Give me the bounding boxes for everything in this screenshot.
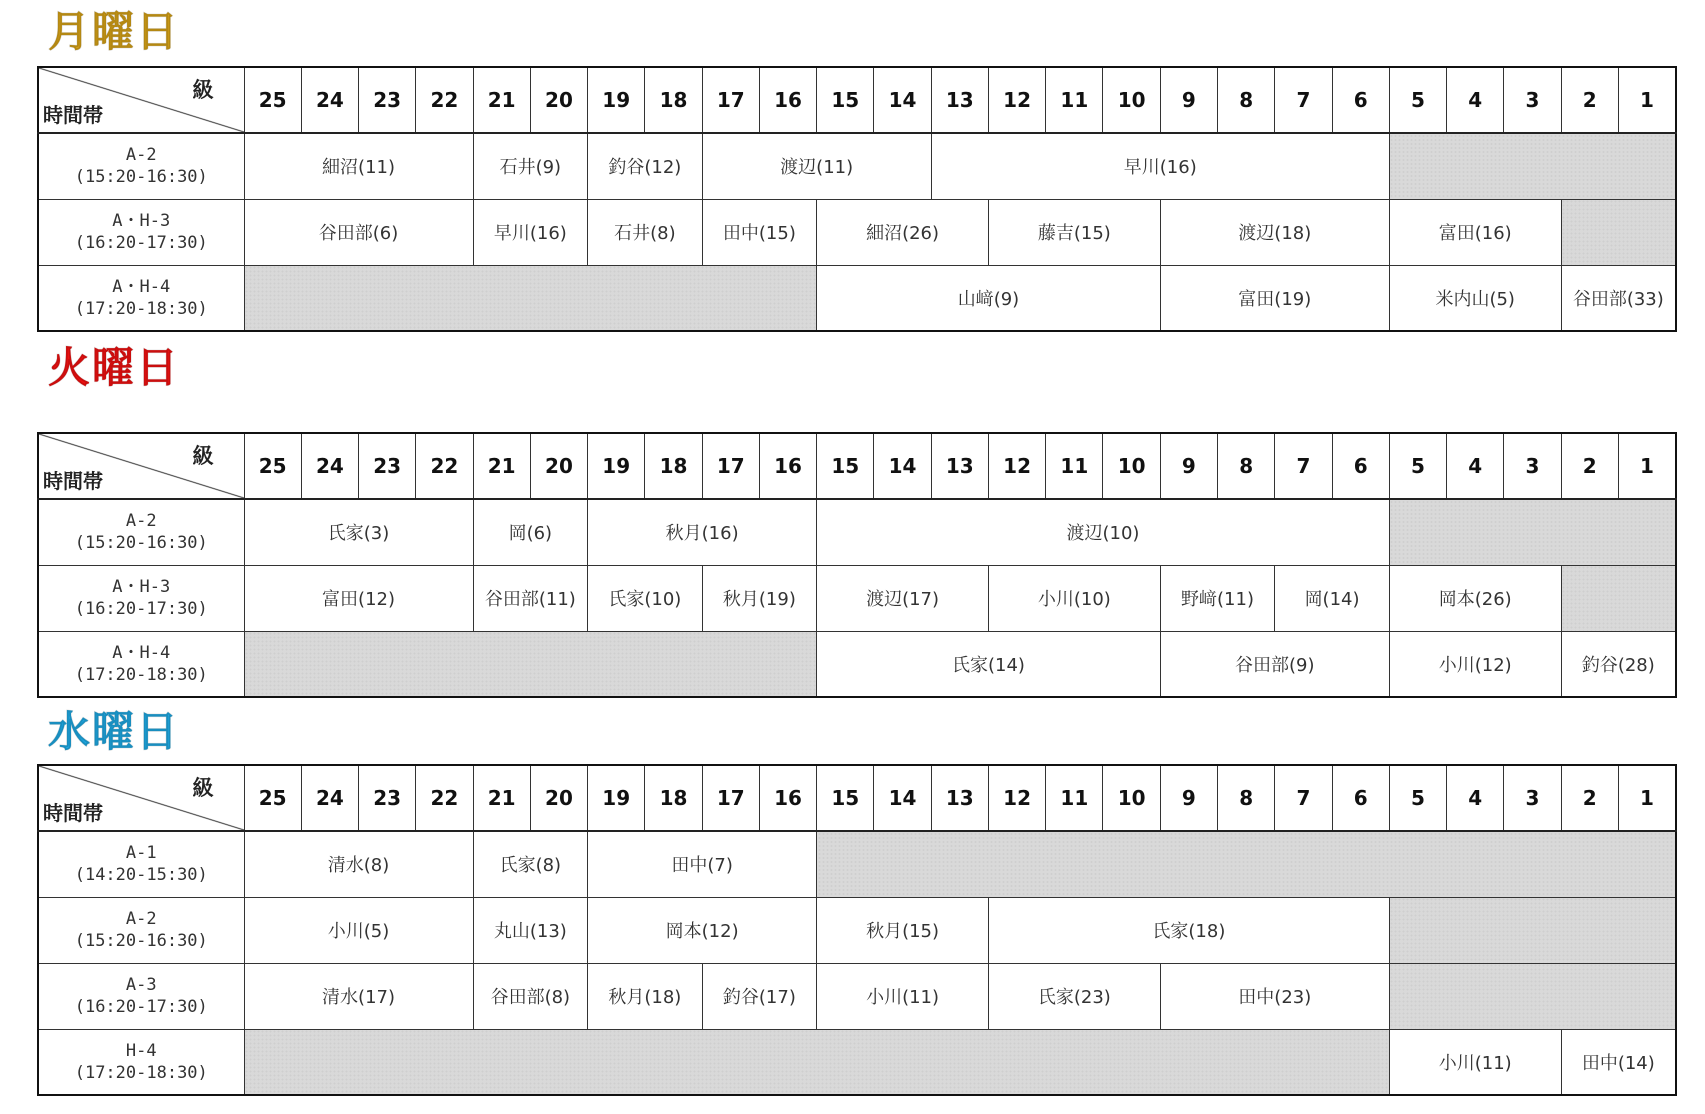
instructor-cell: 小川(10) bbox=[988, 565, 1160, 631]
header-row bbox=[38, 67, 1676, 133]
grade-column-header: 19 bbox=[588, 433, 645, 499]
instructor-cell: 谷田部(6) bbox=[244, 199, 473, 265]
table-row bbox=[38, 499, 1676, 565]
table-row bbox=[38, 831, 1676, 897]
instructor-cell: 丸山(13) bbox=[473, 897, 588, 963]
grade-header-label: 級 bbox=[192, 776, 214, 800]
instructor-cell: 細沼(11) bbox=[244, 133, 473, 199]
grade-column-header: 10 bbox=[1103, 67, 1160, 133]
empty-slot bbox=[1389, 133, 1676, 199]
timeslot-cell bbox=[38, 199, 244, 265]
time-range: (16:20-17:30) bbox=[74, 599, 208, 619]
grade-column-header: 18 bbox=[645, 765, 702, 831]
grade-column-header: 23 bbox=[359, 67, 416, 133]
day-title-tuesday: 火曜日 bbox=[48, 343, 181, 392]
grade-header-label: 級 bbox=[192, 444, 214, 468]
corner-header bbox=[38, 765, 244, 831]
instructor-cell: 渡辺(11) bbox=[702, 133, 931, 199]
day-title-wednesday: 水曜日 bbox=[48, 707, 181, 756]
timeslot-cell bbox=[38, 831, 244, 897]
grade-column-header: 24 bbox=[301, 765, 358, 831]
grade-column-header: 22 bbox=[416, 433, 473, 499]
instructor-cell: 田中(23) bbox=[1160, 963, 1389, 1029]
empty-slot bbox=[244, 1029, 1389, 1095]
time-range: (17:20-18:30) bbox=[74, 1062, 208, 1083]
instructor-cell: 岡本(12) bbox=[588, 897, 817, 963]
table-row bbox=[38, 265, 1676, 331]
instructor-cell: 谷田部(9) bbox=[1160, 631, 1389, 697]
grade-column-header: 20 bbox=[530, 765, 587, 831]
grade-column-header: 21 bbox=[473, 765, 530, 831]
grade-column-header: 15 bbox=[817, 765, 874, 831]
time-range: (16:20-17:30) bbox=[74, 233, 208, 253]
schedule-table-wednesday bbox=[37, 764, 1677, 1096]
grade-column-header: 10 bbox=[1103, 765, 1160, 831]
grade-column-header: 8 bbox=[1218, 765, 1275, 831]
grade-column-header: 2 bbox=[1561, 765, 1618, 831]
grade-column-header: 12 bbox=[988, 433, 1045, 499]
grade-column-header: 3 bbox=[1504, 433, 1561, 499]
grade-column-header: 3 bbox=[1504, 67, 1561, 133]
instructor-cell: 石井(9) bbox=[473, 133, 588, 199]
class-code: A・H-4 bbox=[112, 276, 171, 297]
grade-column-header: 11 bbox=[1046, 433, 1103, 499]
instructor-cell: 秋月(19) bbox=[702, 565, 817, 631]
instructor-cell: 氏家(14) bbox=[817, 631, 1161, 697]
class-code: A・H-3 bbox=[112, 577, 171, 597]
grade-column-header: 6 bbox=[1332, 67, 1389, 133]
table-row bbox=[38, 199, 1676, 265]
instructor-cell: 米内山(5) bbox=[1389, 265, 1561, 331]
instructor-cell: 岡(14) bbox=[1275, 565, 1390, 631]
instructor-cell: 石井(8) bbox=[588, 199, 703, 265]
instructor-cell: 渡辺(10) bbox=[817, 499, 1390, 565]
grade-column-header: 25 bbox=[244, 765, 301, 831]
timeslot-header-label: 時間帯 bbox=[43, 801, 103, 825]
time-range: (15:20-16:30) bbox=[74, 931, 208, 951]
class-code: A・H-4 bbox=[112, 642, 171, 663]
grade-column-header: 15 bbox=[817, 433, 874, 499]
grade-column-header: 24 bbox=[301, 67, 358, 133]
instructor-cell: 秋月(15) bbox=[817, 897, 989, 963]
grade-column-header: 16 bbox=[759, 433, 816, 499]
class-code: A-2 bbox=[125, 909, 157, 929]
schedule-table-monday bbox=[37, 66, 1677, 332]
instructor-cell: 谷田部(11) bbox=[473, 565, 588, 631]
instructor-cell: 藤吉(15) bbox=[988, 199, 1160, 265]
instructor-cell: 小川(11) bbox=[1389, 1029, 1561, 1095]
header-row bbox=[38, 433, 1676, 499]
grade-column-header: 5 bbox=[1389, 67, 1446, 133]
instructor-cell: 山﨑(9) bbox=[817, 265, 1161, 331]
grade-column-header: 2 bbox=[1561, 67, 1618, 133]
instructor-cell: 秋月(18) bbox=[588, 963, 703, 1029]
grade-column-header: 5 bbox=[1389, 765, 1446, 831]
instructor-cell: 氏家(18) bbox=[988, 897, 1389, 963]
timeslot-cell bbox=[38, 565, 244, 631]
grade-column-header: 20 bbox=[530, 67, 587, 133]
table-row bbox=[38, 963, 1676, 1029]
instructor-cell: 小川(12) bbox=[1389, 631, 1561, 697]
grade-header-label: 級 bbox=[192, 78, 214, 102]
instructor-cell: 小川(11) bbox=[817, 963, 989, 1029]
table-row bbox=[38, 631, 1676, 697]
class-code: A-2 bbox=[125, 511, 157, 532]
grade-column-header: 6 bbox=[1332, 433, 1389, 499]
instructor-cell: 氏家(10) bbox=[588, 565, 703, 631]
grade-column-header: 25 bbox=[244, 433, 301, 499]
grade-column-header: 24 bbox=[301, 433, 358, 499]
grade-column-header: 17 bbox=[702, 433, 759, 499]
instructor-cell: 小川(5) bbox=[244, 897, 473, 963]
grade-column-header: 4 bbox=[1447, 67, 1504, 133]
grade-column-header: 1 bbox=[1618, 433, 1676, 499]
time-range: (17:20-18:30) bbox=[74, 664, 208, 685]
class-code: H-4 bbox=[125, 1040, 157, 1061]
grade-column-header: 12 bbox=[988, 67, 1045, 133]
grade-column-header: 19 bbox=[588, 765, 645, 831]
table-row bbox=[38, 897, 1676, 963]
grade-column-header: 18 bbox=[645, 433, 702, 499]
instructor-cell: 田中(15) bbox=[702, 199, 817, 265]
grade-column-header: 16 bbox=[759, 765, 816, 831]
timeslot-cell bbox=[38, 265, 244, 331]
instructor-cell: 早川(16) bbox=[473, 199, 588, 265]
instructor-cell: 谷田部(8) bbox=[473, 963, 588, 1029]
table-row bbox=[38, 1029, 1676, 1095]
empty-slot bbox=[1389, 499, 1676, 565]
instructor-cell: 秋月(16) bbox=[588, 499, 817, 565]
grade-column-header: 23 bbox=[359, 765, 416, 831]
grade-column-header: 9 bbox=[1160, 67, 1217, 133]
grade-column-header: 17 bbox=[702, 765, 759, 831]
timeslot-cell bbox=[38, 133, 244, 199]
empty-slot bbox=[1561, 565, 1676, 631]
instructor-cell: 岡本(26) bbox=[1389, 565, 1561, 631]
grade-column-header: 18 bbox=[645, 67, 702, 133]
grade-column-header: 11 bbox=[1046, 765, 1103, 831]
table-row bbox=[38, 133, 1676, 199]
instructor-cell: 渡辺(17) bbox=[817, 565, 989, 631]
grade-column-header: 22 bbox=[416, 765, 473, 831]
instructor-cell: 岡(6) bbox=[473, 499, 588, 565]
grade-column-header: 21 bbox=[473, 433, 530, 499]
time-range: (16:20-17:30) bbox=[74, 997, 208, 1017]
grade-column-header: 5 bbox=[1389, 433, 1446, 499]
schedule-table-tuesday bbox=[37, 432, 1677, 698]
empty-slot bbox=[1389, 963, 1676, 1029]
grade-column-header: 14 bbox=[874, 433, 931, 499]
timeslot-cell bbox=[38, 897, 244, 963]
grade-column-header: 1 bbox=[1618, 765, 1676, 831]
grade-column-header: 15 bbox=[817, 67, 874, 133]
instructor-cell: 氏家(3) bbox=[244, 499, 473, 565]
grade-column-header: 16 bbox=[759, 67, 816, 133]
instructor-cell: 釣谷(28) bbox=[1561, 631, 1676, 697]
grade-column-header: 20 bbox=[530, 433, 587, 499]
header-row bbox=[38, 765, 1676, 831]
instructor-cell: 富田(12) bbox=[244, 565, 473, 631]
empty-slot bbox=[1389, 897, 1676, 963]
class-code: A・H-3 bbox=[112, 211, 171, 231]
instructor-cell: 田中(14) bbox=[1561, 1029, 1676, 1095]
instructor-cell: 氏家(23) bbox=[988, 963, 1160, 1029]
timeslot-header-label: 時間帯 bbox=[43, 469, 103, 493]
class-code: A-3 bbox=[125, 975, 157, 995]
instructor-cell: 釣谷(12) bbox=[588, 133, 703, 199]
grade-column-header: 12 bbox=[988, 765, 1045, 831]
corner-header bbox=[38, 67, 244, 133]
grade-column-header: 4 bbox=[1447, 765, 1504, 831]
grade-column-header: 2 bbox=[1561, 433, 1618, 499]
instructor-cell: 釣谷(17) bbox=[702, 963, 817, 1029]
timeslot-cell bbox=[38, 963, 244, 1029]
grade-column-header: 17 bbox=[702, 67, 759, 133]
grade-column-header: 14 bbox=[874, 67, 931, 133]
grade-column-header: 6 bbox=[1332, 765, 1389, 831]
time-range: (14:20-15:30) bbox=[74, 865, 208, 886]
day-title-monday: 月曜日 bbox=[48, 7, 181, 56]
grade-column-header: 7 bbox=[1275, 433, 1332, 499]
grade-column-header: 23 bbox=[359, 433, 416, 499]
instructor-cell: 清水(8) bbox=[244, 831, 473, 897]
timeslot-cell bbox=[38, 499, 244, 565]
grade-column-header: 7 bbox=[1275, 765, 1332, 831]
instructor-cell: 野﨑(11) bbox=[1160, 565, 1275, 631]
grade-column-header: 1 bbox=[1618, 67, 1676, 133]
grade-column-header: 3 bbox=[1504, 765, 1561, 831]
grade-column-header: 7 bbox=[1275, 67, 1332, 133]
grade-column-header: 19 bbox=[588, 67, 645, 133]
timeslot-header-label: 時間帯 bbox=[43, 103, 103, 127]
empty-slot bbox=[244, 265, 817, 331]
grade-column-header: 4 bbox=[1447, 433, 1504, 499]
instructor-cell: 富田(19) bbox=[1160, 265, 1389, 331]
grade-column-header: 22 bbox=[416, 67, 473, 133]
empty-slot bbox=[244, 631, 817, 697]
grade-column-header: 13 bbox=[931, 765, 988, 831]
class-code: A-2 bbox=[125, 145, 157, 166]
grade-column-header: 13 bbox=[931, 67, 988, 133]
empty-slot bbox=[1561, 199, 1676, 265]
instructor-cell: 細沼(26) bbox=[817, 199, 989, 265]
empty-slot bbox=[817, 831, 1676, 897]
grade-column-header: 8 bbox=[1218, 433, 1275, 499]
instructor-cell: 氏家(8) bbox=[473, 831, 588, 897]
grade-column-header: 21 bbox=[473, 67, 530, 133]
grade-column-header: 9 bbox=[1160, 433, 1217, 499]
timeslot-cell bbox=[38, 1029, 244, 1095]
timeslot-cell bbox=[38, 631, 244, 697]
grade-column-header: 10 bbox=[1103, 433, 1160, 499]
corner-header bbox=[38, 433, 244, 499]
instructor-cell: 田中(7) bbox=[588, 831, 817, 897]
class-code: A-1 bbox=[125, 843, 157, 864]
instructor-cell: 早川(16) bbox=[931, 133, 1389, 199]
instructor-cell: 渡辺(18) bbox=[1160, 199, 1389, 265]
grade-column-header: 14 bbox=[874, 765, 931, 831]
instructor-cell: 清水(17) bbox=[244, 963, 473, 1029]
time-range: (15:20-16:30) bbox=[74, 533, 208, 554]
instructor-cell: 谷田部(33) bbox=[1561, 265, 1676, 331]
table-row bbox=[38, 565, 1676, 631]
instructor-cell: 富田(16) bbox=[1389, 199, 1561, 265]
grade-column-header: 13 bbox=[931, 433, 988, 499]
grade-column-header: 9 bbox=[1160, 765, 1217, 831]
time-range: (17:20-18:30) bbox=[74, 298, 208, 319]
time-range: (15:20-16:30) bbox=[74, 167, 208, 188]
grade-column-header: 8 bbox=[1218, 67, 1275, 133]
grade-column-header: 25 bbox=[244, 67, 301, 133]
grade-column-header: 11 bbox=[1046, 67, 1103, 133]
